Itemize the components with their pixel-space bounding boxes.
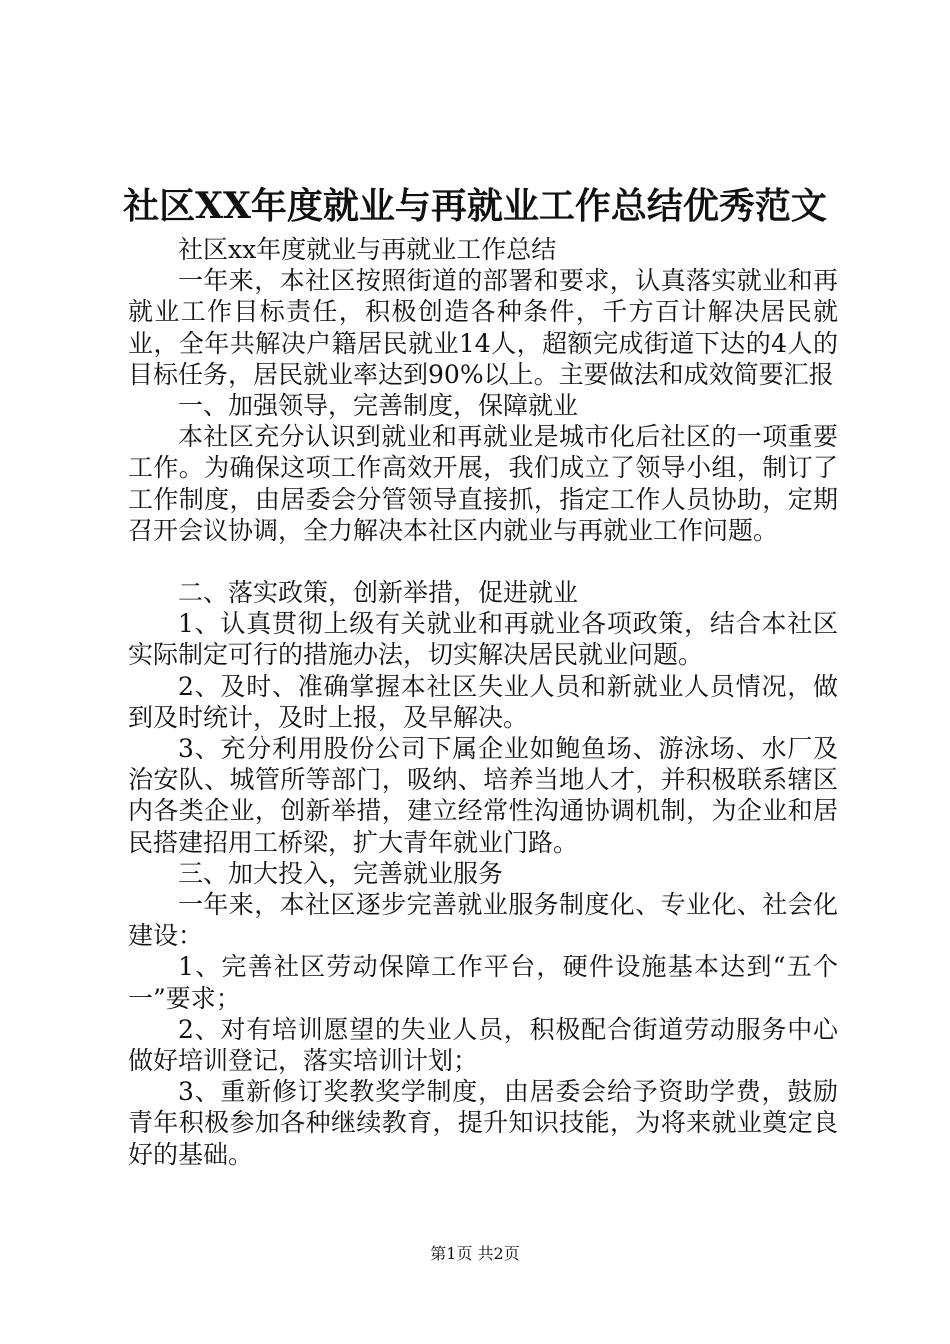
page-footer: 第1页 共2页: [430, 1244, 520, 1263]
paragraph-section-3-item-1: 1、完善社区劳动保障工作平台，硬件设施基本达到“五个一”要求；: [128, 952, 838, 1013]
paragraph-section-2-item-2: 2、及时、准确掌握本社区失业人员和新就业人员情况，做到及时统计，及时上报，及早解决。: [128, 671, 838, 732]
paragraph-section-3-intro: 一年来，本社区逐步完善就业服务制度化、专业化、社会化建设：: [128, 890, 838, 951]
paragraph-section-2-item-1: 1、认真贯彻上级有关就业和再就业各项政策，结合本社区实际制定可行的措施办法，切实解决居民就业问题。: [128, 609, 838, 670]
document-body: [128, 234, 838, 1170]
paragraph-section-1: 本社区充分认识到就业和再就业是城市化后社区的一项重要工作。为确保这项工作高效开展，我们成立了领导小组，制订了工作制度，由居委会分管领导直接抓，指定工作人员协助，定期召开会议协调，全力解决本社区内就业与再就业工作问题。: [128, 422, 838, 545]
paragraph-subtitle: 社区xx年度就业与再就业工作总结: [178, 235, 557, 264]
paragraph-section-3-item-2: 2、对有培训愿望的失业人员，积极配合街道劳动服务中心做好培训登记，落实培训计划；: [128, 1014, 838, 1076]
paragraph-section-2-item-3: 3、充分利用股份公司下属企业如鲍鱼场、游泳场、水厂及治安队、城管所等部门，吸纳、培养当地人才，并积极联系辖区内各类企业，创新举措，建立经常性沟通协调机制，为企业和居民搭建招用工桥梁，扩大青年就业门路。: [128, 734, 838, 857]
heading-section-2: 二、落实政策，创新举措，促进就业: [178, 578, 579, 608]
heading-section-1: 一、加强领导，完善制度，保障就业: [178, 391, 579, 421]
paragraph-intro: 一年来，本社区按照街道的部署和要求，认真落实就业和再就业工作目标责任，积极创造各种条件，千方百计解决居民就业，全年共解决户籍居民就业14人，超额完成街道下达的4人的目标任务，居民就业率达到90%以上。主要做法和成效简要汇报: [128, 266, 838, 389]
document-title: 社区XX年度就业与再就业工作总结优秀范文: [123, 185, 827, 227]
paragraph-section-3-item-3: 3、重新修订奖教奖学制度，由居委会给予资助学费，鼓励青年积极参加各种继续教育，提升知识技能，为将来就业奠定良好的基础。: [128, 1077, 838, 1169]
heading-section-3: 三、加大投入，完善就业服务: [178, 858, 504, 888]
